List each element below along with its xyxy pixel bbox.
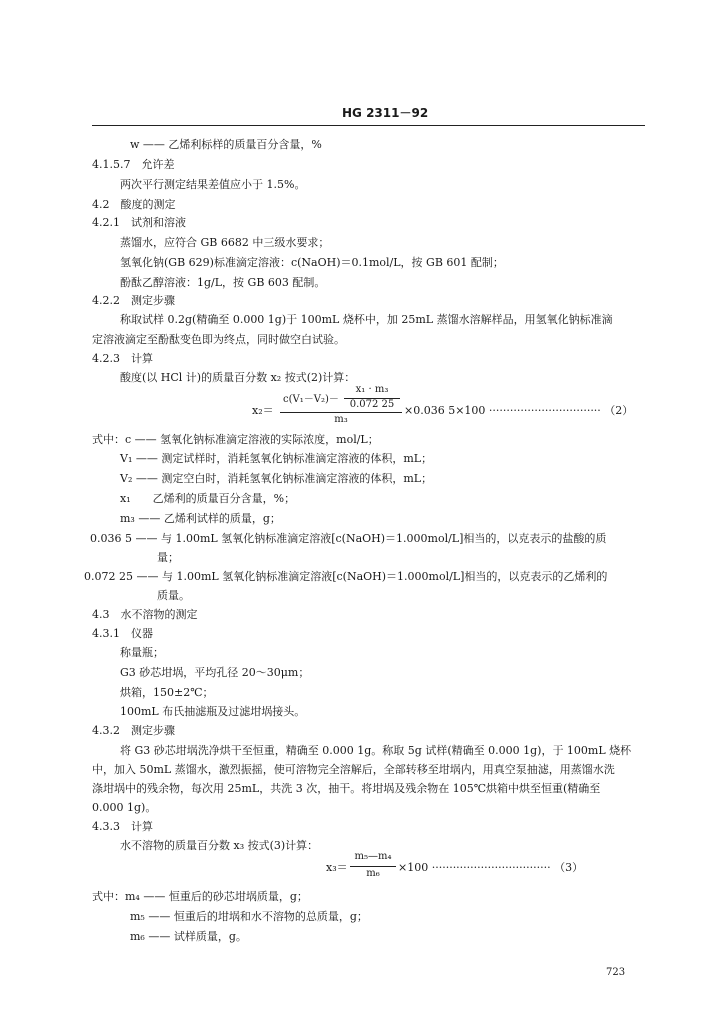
definition-c: 式中：c —— 氢氧化钠标准滴定溶液的实际浓度，mol/L；: [92, 433, 379, 446]
eq2-inner-numerator: x₁ · m₃: [355, 384, 389, 395]
eq2-lhs: x₂＝: [252, 404, 274, 417]
insoluble-intro: 水不溶物的质量百分数 x₃ 按式(3)计算：: [120, 839, 319, 852]
eq3-lhs: x₃＝: [326, 861, 348, 874]
section-4-3-1-heading: 4.3.1 仪器: [92, 627, 153, 640]
section-4-3-heading: 4.3 水不溶物的测定: [92, 608, 198, 621]
definition-0-07225-line2: 质量。: [157, 589, 190, 602]
eq3-rhs: ×100 ·································· （3）: [398, 861, 584, 874]
definition-v1: V₁ —— 测定试样时，消耗氢氧化钠标准滴定溶液的体积，mL；: [120, 452, 433, 465]
eq2-inner-denominator: 0.072 25: [349, 399, 395, 410]
procedure-4-2-2-line2: 定溶液滴定至酚酞变色即为终点，同时做空白试验。: [92, 333, 345, 346]
section-4-2-heading: 4.2 酸度的测定: [92, 198, 176, 211]
definition-x1: x₁ 乙烯利的质量百分含量，%；: [120, 492, 296, 505]
header-rule: [92, 125, 645, 126]
section-4-3-3-heading: 4.3.3 计算: [92, 820, 153, 833]
definition-v2: V₂ —— 测定空白时，消耗氢氧化钠标准滴定溶液的体积，mL；: [120, 472, 433, 485]
procedure-4-3-2-line3: 涤坩埚中的残余物，每次用 25mL，共洗 3 次，抽干。将坩埚及残余物在 105℃烘箱中烘至恒重(精确至: [92, 782, 601, 795]
w-definition: w —— 乙烯利标样的质量百分含量，%: [130, 138, 322, 151]
definition-m6: m₆ —— 试样质量，g。: [130, 930, 247, 943]
eq3-numerator: m₅—m₄: [354, 851, 392, 862]
section-4-2-2-heading: 4.2.2 测定步骤: [92, 294, 175, 307]
reagent-phenolphthalein: 酚酞乙醇溶液：1g/L，按 GB 603 配制。: [120, 276, 326, 289]
eq2-fraction-line: [280, 412, 402, 413]
instrument-weighing-bottle: 称量瓶；: [120, 646, 164, 659]
instrument-flask: 100mL 布氏抽滤瓶及过滤坩埚接头。: [120, 705, 306, 718]
standard-header: HG 2311－92: [342, 106, 429, 120]
eq2-numerator: c(V₁－V₂)－: [283, 394, 339, 405]
section-4-2-3-heading: 4.2.3 计算: [92, 352, 153, 365]
tolerance-text: 两次平行测定结果差值应小于 1.5%。: [120, 178, 306, 191]
page-number: 723: [606, 967, 626, 978]
definition-0-0365-line1: 0.036 5 —— 与 1.00mL 氢氧化钠标准滴定溶液[c(NaOH)＝1.000mol/L]相当的，以克表示的盐酸的质: [90, 532, 607, 545]
section-4-1-5-7-heading: 4.1.5.7 允许差: [92, 158, 175, 171]
procedure-4-3-2-line1: 将 G3 砂芯坩埚洗净烘干至恒重，精确至 0.000 1g。称取 5g 试样(精确至 0.000 1g)，于 100mL 烧杯: [120, 744, 632, 757]
definition-m4: 式中：m₄ —— 恒重后的砂芯坩埚质量，g；: [92, 890, 308, 903]
definition-0-07225-line1: 0.072 25 —— 与 1.00mL 氢氧化钠标准滴定溶液[c(NaOH)＝1.000mol/L]相当的，以克表示的乙烯利的: [84, 570, 608, 583]
procedure-4-3-2-line4: 0.000 1g)。: [92, 801, 157, 814]
procedure-4-2-2-line1: 称取试样 0.2g(精确至 0.000 1g)于 100mL 烧杯中，加 25mL 蒸馏水溶解样品，用氢氧化钠标准滴: [120, 313, 613, 326]
section-4-3-2-heading: 4.3.2 测定步骤: [92, 724, 175, 737]
eq3-fraction-line: [350, 866, 396, 867]
section-4-2-1-heading: 4.2.1 试剂和溶液: [92, 216, 186, 229]
instrument-crucible: G3 砂芯坩埚，平均孔径 20～30μm；: [120, 666, 310, 679]
reagent-naoh: 氢氧化钠(GB 629)标准滴定溶液：c(NaOH)＝0.1mol/L，按 GB 601 配制；: [120, 256, 504, 269]
eq2-rhs: ×0.036 5×100 ································ （2）: [404, 404, 634, 417]
procedure-4-3-2-line2: 中，加入 50mL 蒸馏水，激烈振摇，使可溶物完全溶解后，全部转移至坩埚内，用真空泵抽滤，用蒸馏水洗: [92, 763, 615, 776]
definition-m5: m₅ —— 恒重后的坩埚和水不溶物的总质量，g；: [130, 910, 368, 923]
instrument-oven: 烘箱，150±2℃；: [120, 686, 214, 699]
definition-0-0365-line2: 量；: [157, 551, 179, 564]
reagent-water: 蒸馏水，应符合 GB 6682 中三级水要求；: [120, 236, 330, 249]
eq3-denominator: m₆: [366, 868, 380, 879]
definition-m3: m₃ —— 乙烯利试样的质量，g；: [120, 512, 281, 525]
acidity-intro: 酸度(以 HCl 计)的质量百分数 x₂ 按式(2)计算：: [120, 371, 356, 384]
eq2-denominator: m₃: [334, 414, 348, 425]
